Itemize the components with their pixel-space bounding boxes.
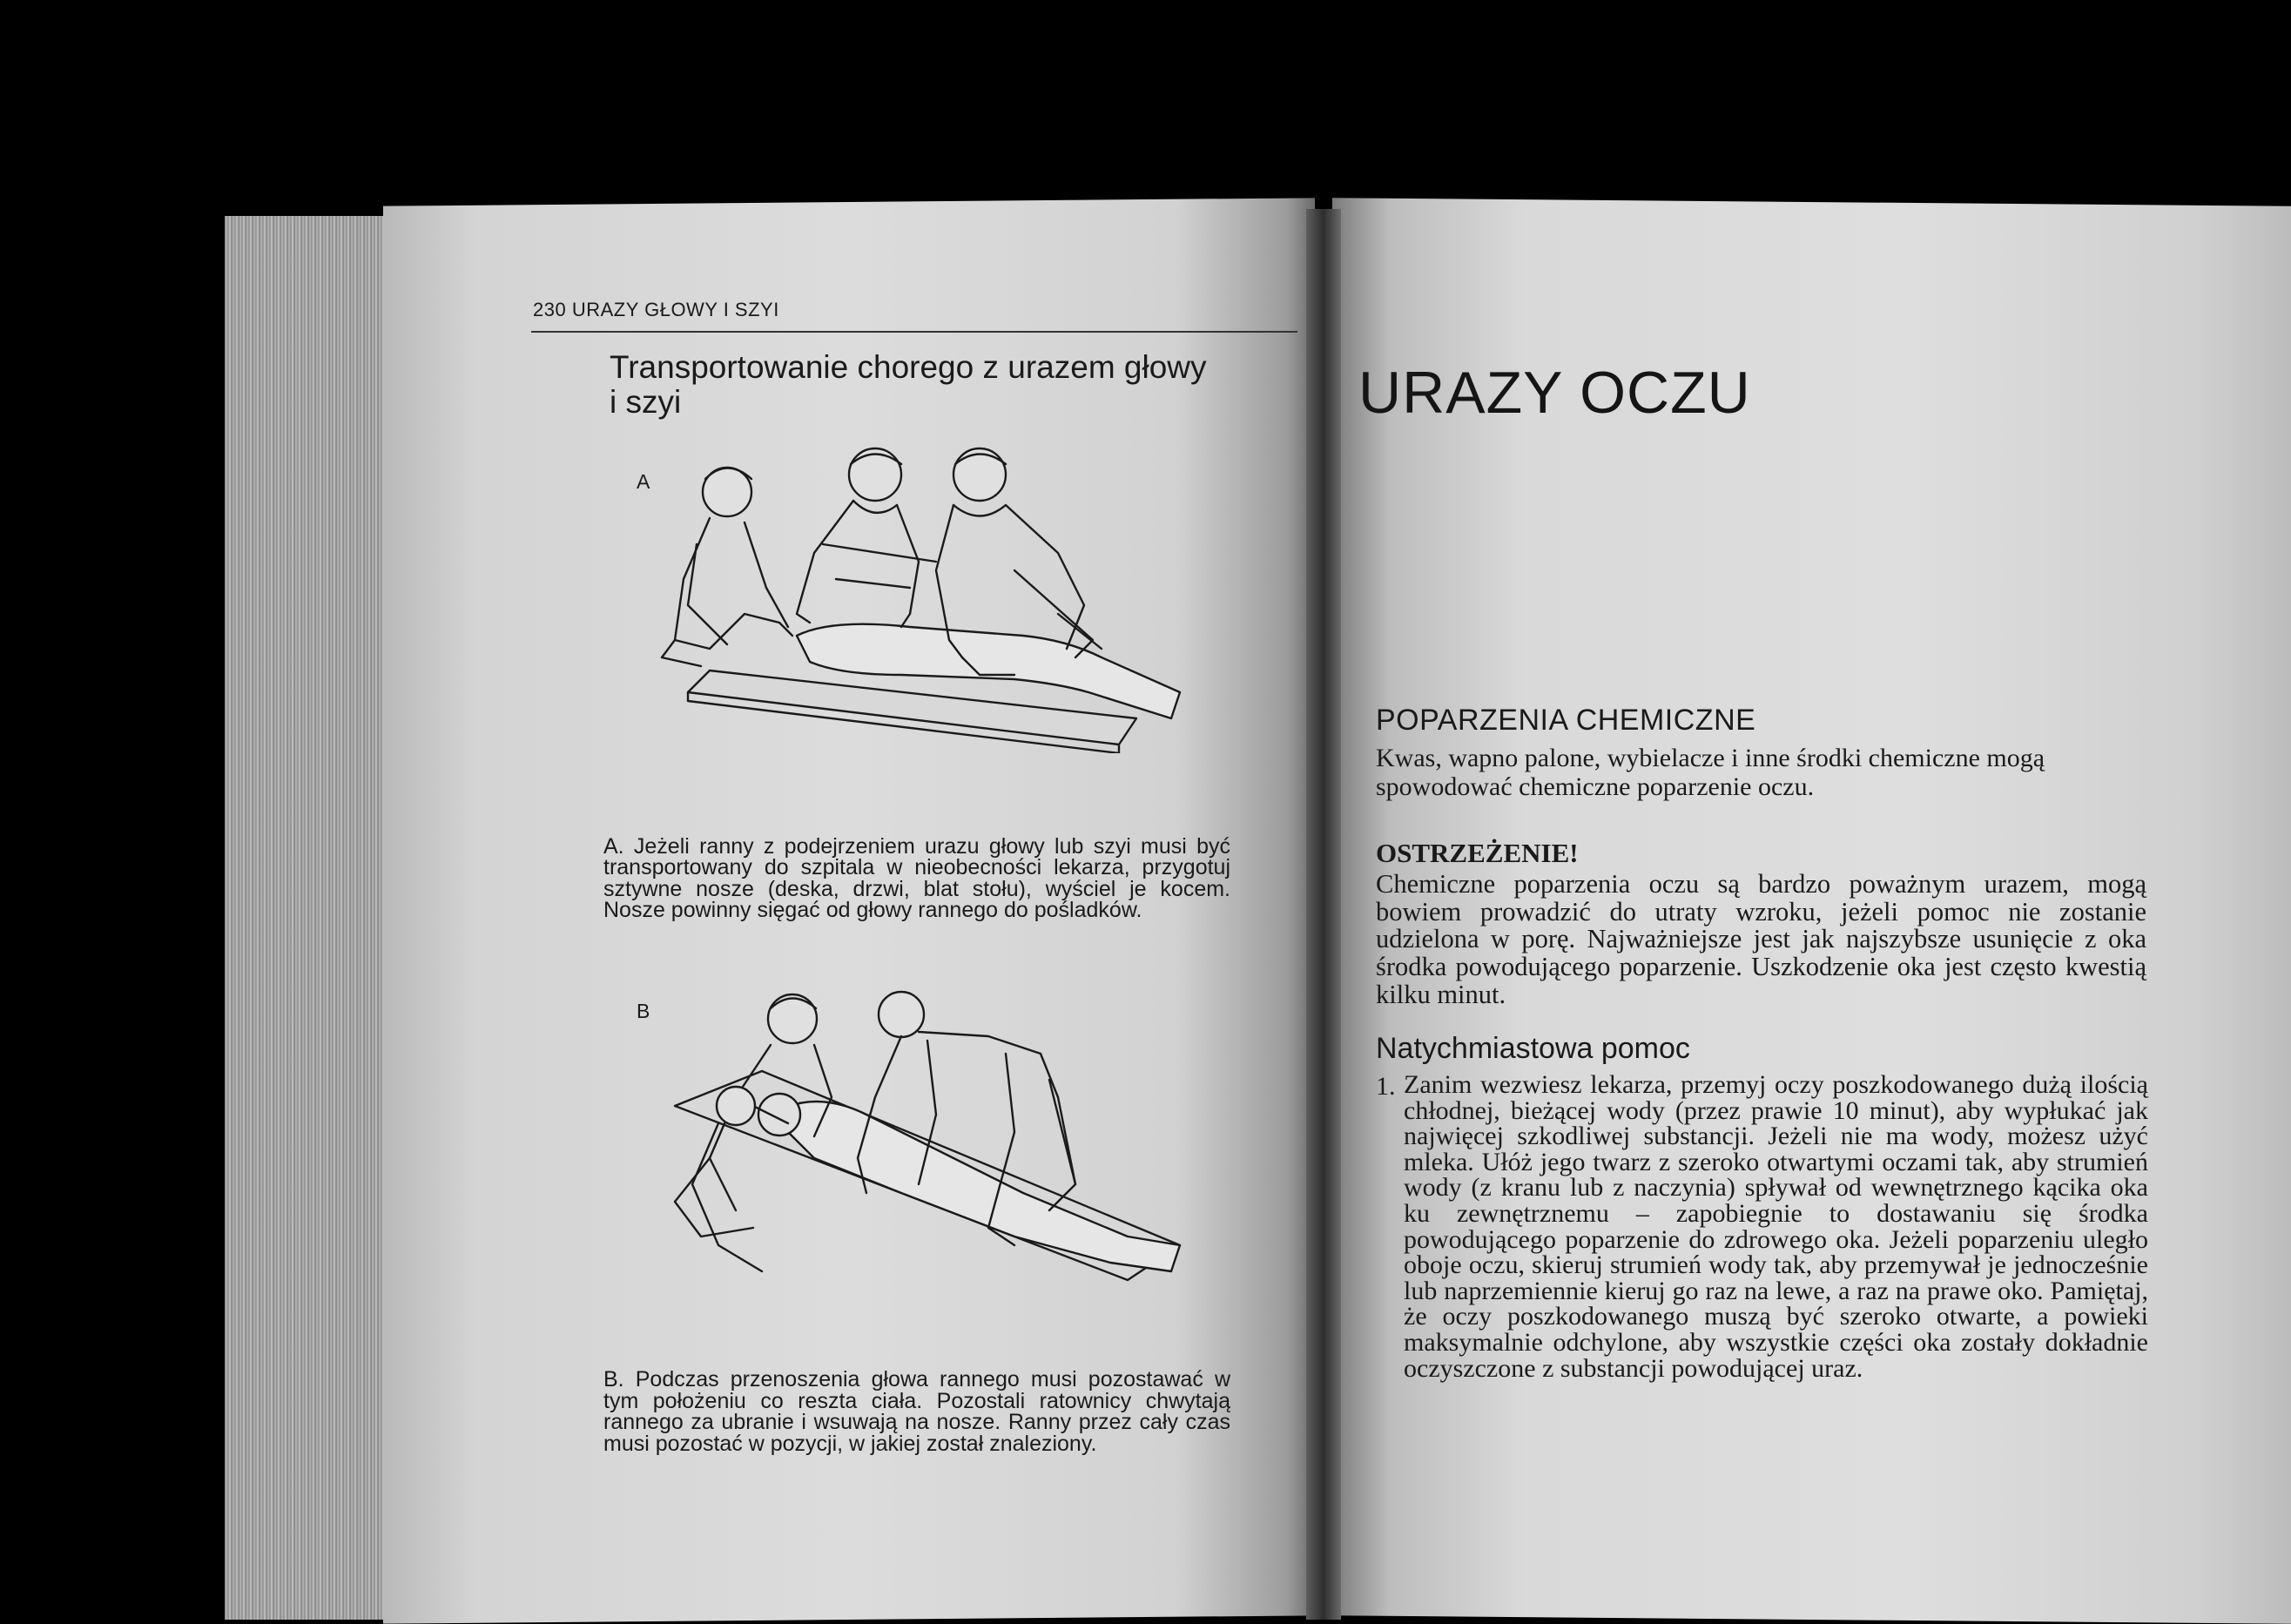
step-text: Zanim wezwiesz lekarza, przemyj oczy poszkodowanego dużą ilością chłodnej, bieżącej wody (przez prawie 10 minut), aby wypłukać jak najwięcej szkodliwej substancji. Jeżeli nie ma wody, możesz użyć mleka. Ułóż jego twarz z szeroko otwartymi oczami tak, aby strumień wody (z kranu lub z naczynia) spływał od wewnętrznego kącika oka ku zewnętrznemu – zapobiegnie to dostawaniu się środka powodującego poparzenie do zdrowego oka. Jeżeli poparzeniu uległo oboje oczu, skieruj strumień wody tak, aby przemywał je jednocześnie lub naprzemiennie kieruj go raz na lewe, a raz na prawe oko. Pamiętaj, że oczy poszkodowanego muszą być szeroko otwarte, a powieki maksymalnie odchylone, aby wszystkie części oka zostały dokładnie oczyszczone z substancji powodującej uraz. bbox=[1404, 1070, 2148, 1383]
warning-text: Chemiczne poparzenia oczu są bardzo poważnym urazem, mogą bowiem prowadzić do utraty wzroku, jeżeli pomoc nie zostanie udzielona w porę. Najważniejsze jest jak najszybsze usunięcie z oka środka powodującego poparzenie. Uszkodzenie oka jest często kwestią kilku minut. bbox=[1376, 869, 2146, 1009]
figure-b-label: B bbox=[637, 1000, 650, 1022]
figure-a-label: A bbox=[637, 470, 650, 493]
subsection-title: Natychmiastowa pomoc bbox=[1376, 1032, 1690, 1065]
warning-heading: OSTRZEŻENIE! bbox=[1376, 838, 1579, 868]
section-title: POPARZENIA CHEMICZNE bbox=[1376, 704, 1756, 737]
illustration-b-rescuers-sliding-patient-onto-board bbox=[640, 984, 1215, 1350]
header-rule bbox=[531, 331, 1297, 333]
figure-title: Transportowanie chorego z urazem głowy i szyi bbox=[610, 349, 1207, 420]
figure-b-caption: B. Podczas przenoszenia głowa rannego musi pozostawać w tym położeniu co reszta ciała. Pozostali ratownicy chwytają rannego za ubranie i wsuwają na nosze. Ranny przez cały czas musi pozostać w pozycji, w jakiej został znaleziony. bbox=[603, 1367, 1230, 1456]
illustration-a-three-rescuers-lifting-patient bbox=[649, 440, 1206, 753]
step-number: 1. bbox=[1376, 1072, 1396, 1101]
running-head: 230 URAZY GŁOWY I SZYI bbox=[533, 299, 779, 320]
section-intro: Kwas, wapno palone, wybielacze i inne środki chemiczne mogą spowodować chemiczne poparzenie oczu. bbox=[1376, 744, 2045, 801]
chapter-title: URAZY OCZU bbox=[1358, 360, 1751, 426]
book-gutter bbox=[1306, 209, 1341, 1620]
figure-a-caption: A. Jeżeli ranny z podejrzeniem urazu głowy lub szyi musi być transportowany do szpitala w nieobecności lekarza, przygotuj sztywne nosze (deska, drzwi, blat stołu), wyściel je kocem. Nosze powinny sięgać od głowy rannego do pośladków. bbox=[603, 834, 1230, 923]
